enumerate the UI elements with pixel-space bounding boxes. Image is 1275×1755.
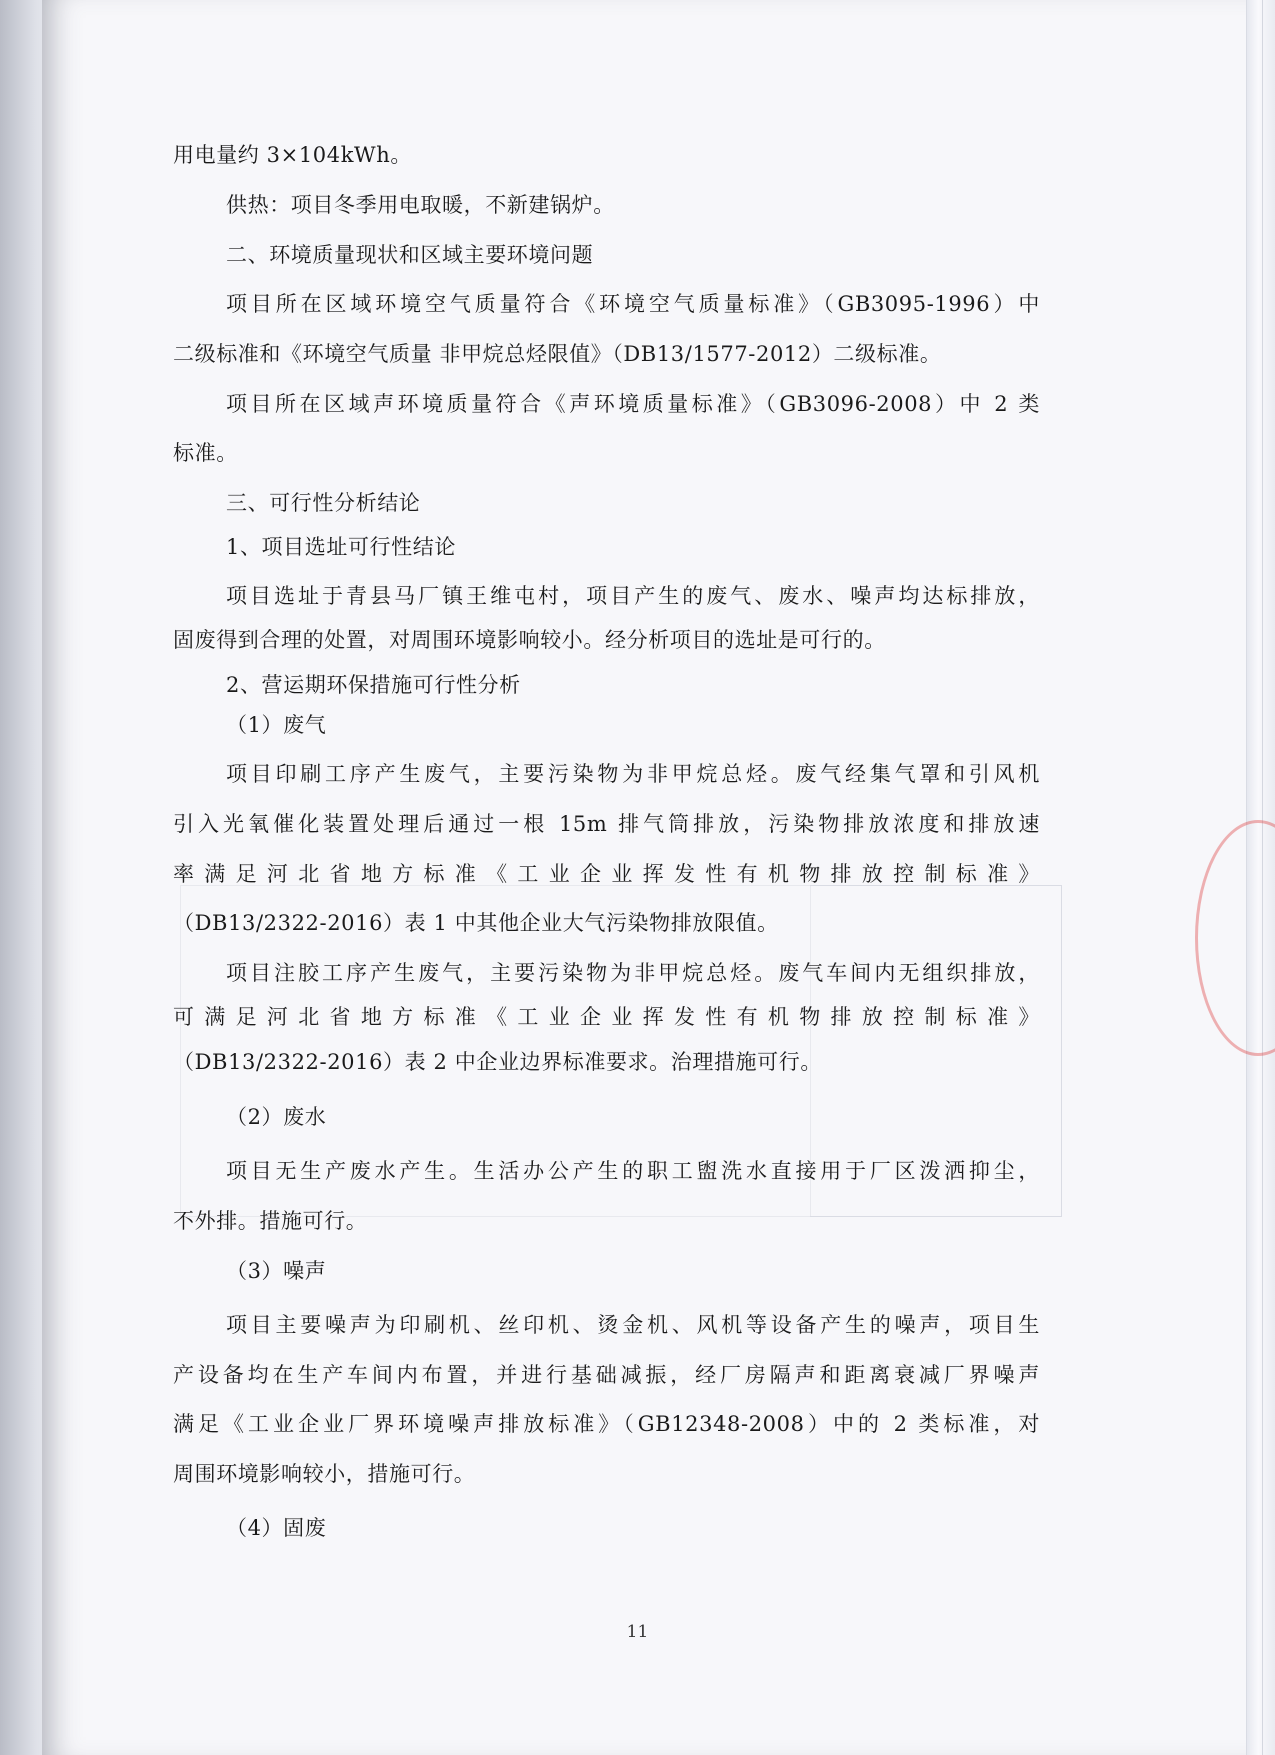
text-line: 可满足河北省地方标准《工业企业挥发性有机物排放控制标准》 xyxy=(173,1005,1040,1029)
text-line: 项目所在区域环境空气质量符合《环境空气质量标准》（GB3095-1996）中 xyxy=(226,292,1040,316)
item-heading: （1）废气 xyxy=(226,713,327,737)
section-heading: 二、环境质量现状和区域主要环境问题 xyxy=(226,243,594,267)
item-heading: （4）固废 xyxy=(226,1516,327,1540)
text-line: 项目主要噪声为印刷机、丝印机、烫金机、风机等设备产生的噪声，项目生 xyxy=(226,1313,1040,1337)
text-line: 项目注胶工序产生废气，主要污染物为非甲烷总烃。废气车间内无组织排放， xyxy=(226,961,1040,985)
text-line: 二级标准和《环境空气质量 非甲烷总烃限值》（DB13/1577-2012）二级标准。 xyxy=(173,342,942,366)
text-line: 率满足河北省地方标准《工业企业挥发性有机物排放控制标准》 xyxy=(173,862,1040,886)
text-line: 用电量约 3×104kWh。 xyxy=(173,143,412,167)
text-line: 标准。 xyxy=(173,441,238,465)
text-line: 固废得到合理的处置，对周围环境影响较小。经分析项目的选址是可行的。 xyxy=(173,628,886,652)
text-line: （DB13/2322-2016）表 1 中其他企业大气污染物排放限值。 xyxy=(173,911,779,935)
text-line: 供热：项目冬季用电取暖，不新建锅炉。 xyxy=(226,193,615,217)
subsection-heading: 1、项目选址可行性结论 xyxy=(226,535,456,559)
text-line: 引入光氧催化装置处理后通过一根 15m 排气筒排放，污染物排放浓度和排放速 xyxy=(173,812,1040,836)
text-line: 满足《工业企业厂界环境噪声排放标准》（GB12348-2008）中的 2 类标准，对 xyxy=(173,1412,1040,1436)
text-line: 项目选址于青县马厂镇王维屯村，项目产生的废气、废水、噪声均达标排放， xyxy=(226,584,1040,608)
subsection-heading: 2、营运期环保措施可行性分析 xyxy=(226,673,521,697)
text-line: 不外排。措施可行。 xyxy=(173,1209,368,1233)
text-line: 项目所在区域声环境质量符合《声环境质量标准》（GB3096-2008）中 2 类 xyxy=(226,392,1040,416)
text-line: 项目无生产废水产生。生活办公产生的职工盥洗水直接用于厂区泼洒抑尘， xyxy=(226,1159,1040,1183)
text-line: 产设备均在生产车间内布置，并进行基础减振，经厂房隔声和距离衰减厂界噪声 xyxy=(173,1363,1040,1387)
item-heading: （2）废水 xyxy=(226,1105,327,1129)
text-line: 项目印刷工序产生废气，主要污染物为非甲烷总烃。废气经集气罩和引风机 xyxy=(226,762,1040,786)
section-heading: 三、可行性分析结论 xyxy=(226,491,421,515)
text-line: 周围环境影响较小，措施可行。 xyxy=(173,1462,476,1486)
page-number: 11 xyxy=(626,1622,649,1642)
item-heading: （3）噪声 xyxy=(226,1259,327,1283)
text-line: （DB13/2322-2016）表 2 中企业边界标准要求。治理措施可行。 xyxy=(173,1050,822,1074)
